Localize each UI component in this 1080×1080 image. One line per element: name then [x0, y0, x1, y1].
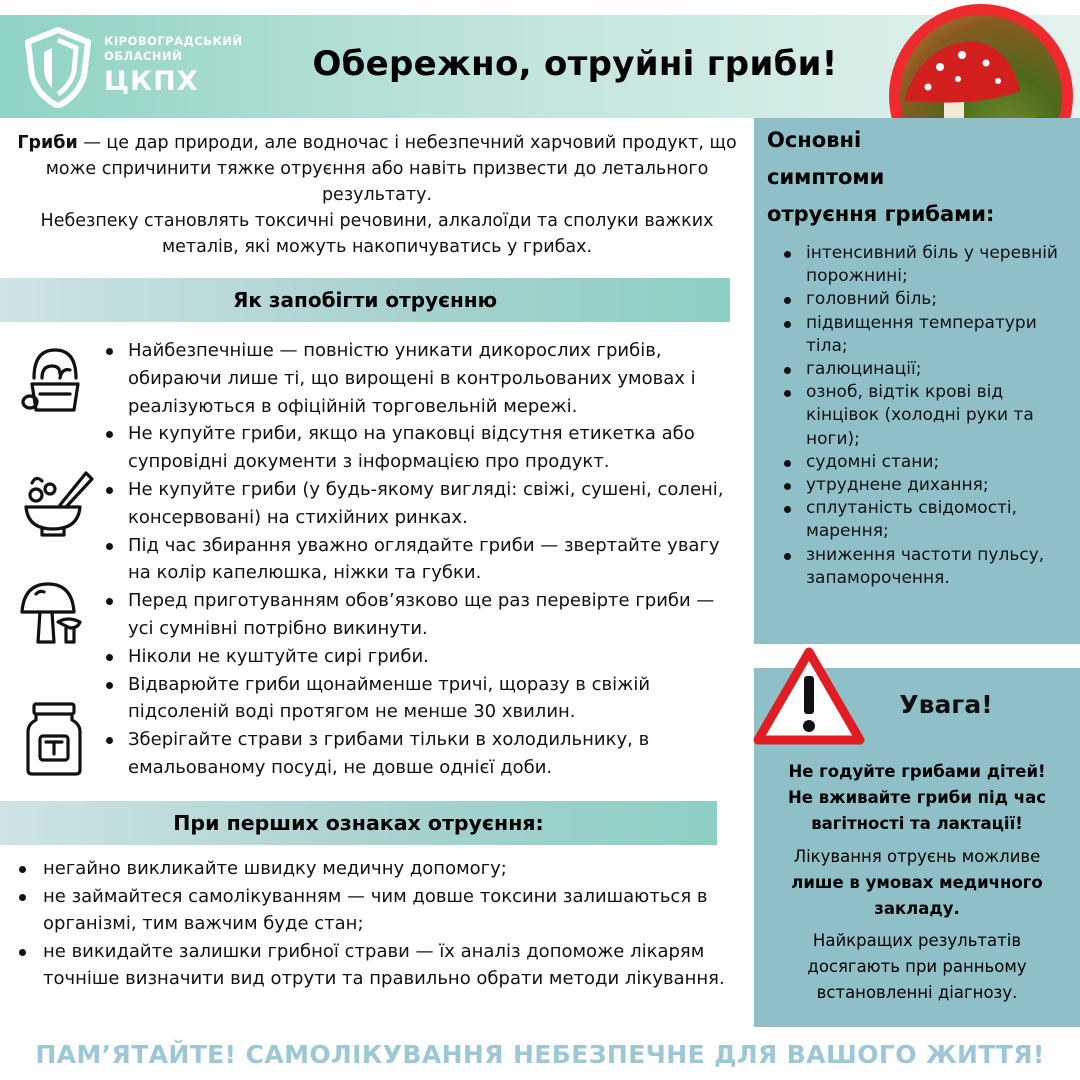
- mushroom-icon: [18, 578, 88, 648]
- symptoms-title-line-1: Основні: [767, 128, 862, 152]
- page-title: Обережно, отруйні гриби!: [312, 44, 838, 84]
- logo-line-2: ОБЛАСНИЙ: [104, 49, 183, 63]
- intro-paragraph-2: Небезпеку становлять токсичні речовини, алкалоїди та сполуки важких металів, які можуть накопичуватись у грибах.: [40, 211, 714, 257]
- symptom-item: сплутаність свідомості, марення;: [806, 497, 1074, 543]
- prevention-item: Ніколи не куштуйте сирі гриби.: [128, 643, 728, 671]
- warning-bold-line-2: Не вживайте гриби під час вагітності та лактації!: [788, 788, 1046, 833]
- symptom-item: підвищення температури тіла;: [806, 312, 1074, 358]
- prevention-heading: Як запобігти отруєнню: [0, 278, 730, 322]
- first-signs-item: не викидайте залишки грибної страви — їх аналіз допоможе лікарям точніше визначити вид отрути та правильно обрати методи лікування.: [43, 938, 728, 993]
- warning-treatment: [765, 844, 1069, 922]
- warning-triangle-icon: [752, 646, 866, 746]
- prevention-item: Не купуйте гриби, якщо на упаковці відсутня етикетка або супровідні документи з інформацією про продукт.: [128, 420, 728, 476]
- shield-logo-icon: [22, 26, 94, 108]
- symptoms-list: [806, 242, 1074, 590]
- warning-treatment-bold: лише в умовах медичного закладу.: [791, 873, 1043, 918]
- warning-bold-line-1: Не годуйте грибами дітей!: [788, 762, 1046, 781]
- first-signs-list: [43, 855, 728, 993]
- first-signs-item: негайно викликайте швидку медичну допомогу;: [43, 855, 728, 883]
- warning-treatment-pre: Лікування отруєнь можливе: [793, 847, 1041, 866]
- logo-line-3: ЦКПХ: [104, 66, 199, 97]
- warning-title: Увага!: [899, 690, 993, 719]
- first-signs-heading: При перших ознаках отруєння:: [0, 801, 717, 845]
- logo-text: [104, 34, 243, 98]
- symptoms-title-line-3: отруєння грибами:: [767, 202, 995, 226]
- intro-lead-word: Гриби: [17, 133, 78, 153]
- symptom-item: судомні стани;: [806, 451, 1074, 474]
- warning-bold-text: [765, 759, 1069, 837]
- symptoms-title: [767, 122, 1067, 233]
- warning-results: Найкращих результатів досягають при ранньому встановленні діагнозу.: [807, 931, 1027, 1002]
- symptom-item: утруднене дихання;: [806, 474, 1074, 497]
- prevention-item: Зберігайте страви з грибами тільки в холодильнику, в емальованому посуді, не довше однієї доби.: [128, 726, 728, 782]
- jar-icon: [24, 700, 84, 778]
- footer-slogan: ПАМ’ЯТАЙТЕ! САМОЛІКУВАННЯ НЕБЕЗПЕЧНЕ ДЛЯ ВАШОГО ЖИТТЯ!: [35, 1040, 1045, 1069]
- symptom-item: зниження частоти пульсу, запаморочення.: [806, 544, 1074, 590]
- intro-text: [12, 130, 742, 260]
- prevention-item: Не купуйте гриби (у будь-якому вигляді: свіжі, сушені, солені, консервовані) на стихійних ринках.: [128, 476, 728, 532]
- prevention-list: [128, 337, 728, 782]
- prevention-item: Найбезпечніше — повністю уникати дикорослих грибів, обираючи лише ті, що вирощені в контрольованих умовах і реалізуються в офіційній торговельній мережі.: [128, 337, 728, 420]
- basket-icon: [20, 344, 90, 416]
- symptom-item: інтенсивний біль у черевній порожнині;: [806, 242, 1074, 288]
- intro-paragraph-1: [12, 130, 742, 208]
- intro-line-1: — це дар природи, але водночас і небезпечний харчовий продукт, що може спричинити тяжке отруєння або навіть призвести до летального результату.: [45, 133, 737, 205]
- prevention-item: Під час збирання уважно оглядайте гриби — звертайте увагу на колір капелюшка, ніжки та губки.: [128, 532, 728, 588]
- symptom-item: головний біль;: [806, 288, 1074, 311]
- logo-line-1: КІРОВОГРАДСЬКИЙ: [104, 34, 243, 48]
- symptoms-panel: [754, 118, 1080, 644]
- symptom-item: галюцинації;: [806, 358, 1074, 381]
- first-signs-item: не займайтеся самолікуванням — чим довше токсини залишаються в організмі, тим важчим буде стан;: [43, 883, 728, 938]
- prevention-item: Відварюйте гриби щонайменше тричі, щоразу в свіжій підсоленій воді протягом не менше 30 хвилин.: [128, 671, 728, 727]
- mortar-icon: [20, 465, 94, 537]
- symptoms-title-line-2: симптоми: [767, 165, 885, 189]
- symptom-item: озноб, відтік крові від кінцівок (холодні руки та ноги);: [806, 381, 1074, 451]
- prevention-item: Перед приготуванням обов’язково ще раз перевірте гриби — усі сумнівні потрібно викинути.: [128, 587, 728, 643]
